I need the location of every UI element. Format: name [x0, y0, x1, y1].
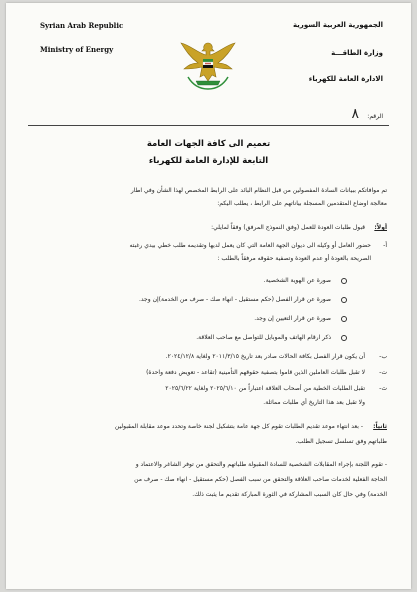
section-3-line-1: - تقوم اللجنة بإجراء المقابلات الشخصية للسادة المقبولة طلباتهم والتحقق من توفر الشاغر والاعتماد و — [135, 461, 387, 468]
bullet-icon — [341, 335, 347, 341]
item-a-marker: أ- — [383, 242, 387, 249]
header-ar-ministry: وزارة الطاقـــة — [331, 49, 383, 57]
item-b-text: أن يكون قرار الفصل بكافة الحالات صادر بعد تاريخ ٢٠١١/٣/١٥ ولغاية ٢٠٢٤/١٢/٨. — [165, 353, 365, 360]
item-a-line-1: حضور العامل أو وكيله الى ديوان الجهة العامة التي كان يعمل لديها وتقديمه طلب خطي بيدي رغبته — [129, 242, 371, 249]
document-page — [6, 3, 411, 589]
reference-number: ٨ — [351, 106, 359, 122]
header-en-ministry: Ministry of Energy — [40, 45, 114, 54]
section-3-line-3: الخدمة) وفي حال كان السبب المشاركة في الثورة المباركة تقديم ما يثبت ذلك. — [192, 491, 387, 498]
items-tail-text: ولا تقبل بعد هذا التاريخ أي طلبات مماثلة. — [263, 399, 365, 406]
reference-label: الرقم: — [367, 113, 383, 120]
bullet-item: ذكر ارقام الهاتف والموبايل للتواصل مع صاحب العلاقة. — [196, 334, 331, 341]
section-1-text: قبول طلبات العودة للعمل (وفق النموذج المرفق) وفقاً لمايلي: — [211, 224, 365, 231]
item-t-marker: ت- — [379, 369, 387, 376]
header-divider — [28, 125, 389, 126]
intro-line-1: تم موافاتكم ببيانات السادة المفصولين من قبل النظام البائد على الرابط المخصص لهذا الشأن وفي اطار — [130, 187, 387, 194]
header-en-country: Syrian Arab Republic — [40, 21, 124, 30]
section-2-line-1: - بعد انتهاء موعد تقديم الطلبات تقوم كل جهة عامة بتشكيل لجنة خاصة وتحدد موعد مقابلة المقبولين — [114, 423, 363, 430]
title-line-1: تعميم الى كافة الجهات العامة — [146, 139, 271, 149]
bullet-item: صورة عن قرار الفصل (حكم مستقيل - انهاء صك - صرف من الخدمة)إن وجد. — [139, 296, 331, 303]
section-1-heading: أولاً: — [374, 224, 387, 231]
section-2-heading: ثانياً: — [373, 423, 387, 430]
bullet-item: صورة عن قرار التعيين إن وجد. — [254, 315, 331, 322]
item-a-line-2: الصريحة بالعودة أو عدم العودة وتصفية حقوقه مرفقاً بالطلب : — [217, 255, 371, 262]
header-ar-directorate: الادارة العامة للكهرباء — [308, 75, 383, 83]
item-b-marker: ب- — [379, 353, 387, 360]
section-3-line-2: الحاجة الفعلية لخدمات صاحب العلاقة والتحقق من سبب الفصل (حكم مستقيل - انهاء صك - صرف من — [134, 476, 387, 483]
bullet-icon — [341, 297, 347, 303]
item-th-marker: ث- — [379, 385, 387, 392]
bullet-icon — [341, 278, 347, 284]
item-t-text: لا تقبل طلبات العاملين الذين قاموا بتصفية حقوقهم التأمينية (تقاعد - تعويض دفعة واحدة) — [146, 369, 365, 376]
section-2-line-2: طلباتهم وفق تسلسل تسجيل الطلب. — [295, 438, 387, 445]
item-th-text: تقبل الطلبات الخطية من أصحاب العلاقة اعتباراً من ٢٠٢٥/٦/١٠ ولغاية ٢٠٢٥/٦/٢٢ — [165, 385, 365, 392]
syrian-eagle-emblem-icon — [178, 37, 238, 93]
intro-line-2: معالجة اوضاع المتقدمين المسجلة بياناتهم على الرابط ، يطلب اليكم: — [217, 200, 387, 207]
header-ar-country: الجمهورية العربية السورية — [292, 21, 383, 29]
title-line-2: التابعة للإدارة العامة للكهرباء — [148, 156, 269, 166]
bullet-item: صورة عن الهوية الشخصية. — [263, 277, 331, 284]
bullet-icon — [341, 316, 347, 322]
